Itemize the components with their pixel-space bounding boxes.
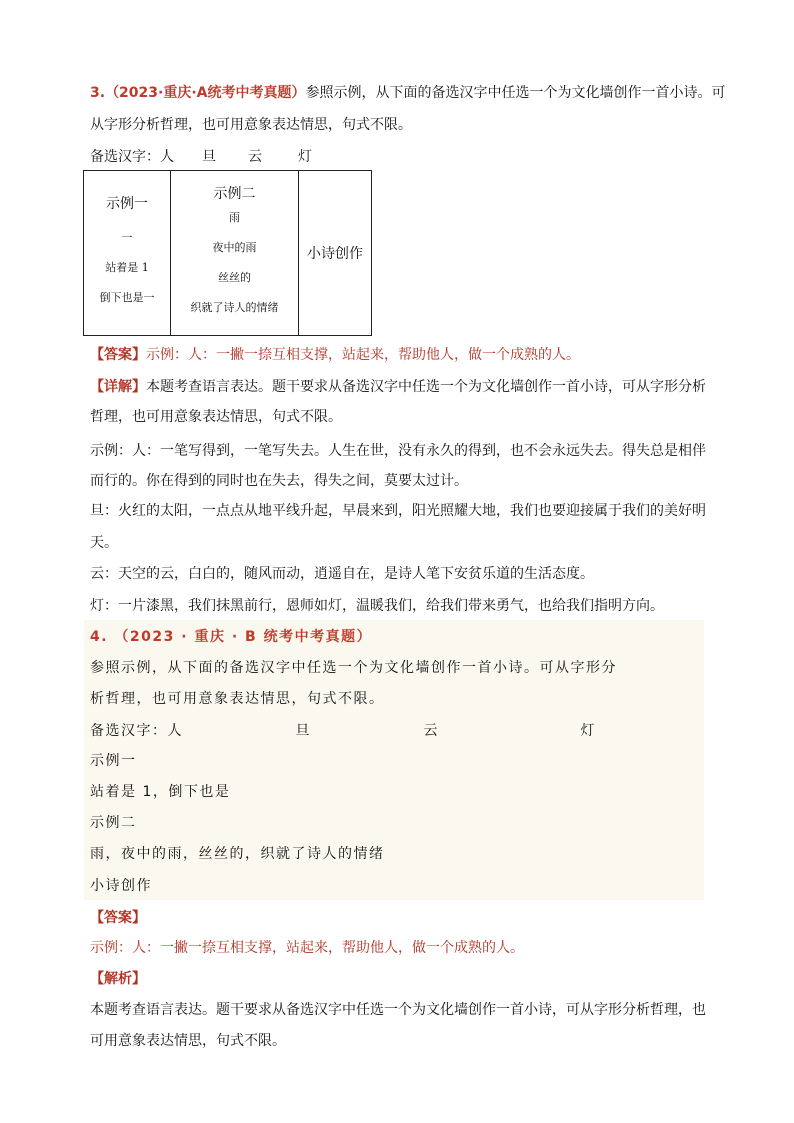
q4-header: 4. （2023 · 重庆 · B 统考中考真题） [90, 629, 373, 645]
q4-candidates [90, 720, 596, 740]
q4-candidate: 云 [423, 723, 439, 739]
example-one-title: 示例一 [106, 196, 148, 212]
q4-answer-text: 示例：人：一撇一捺互相支撑，站起来，帮助他人，做一个成熟的人。 [90, 940, 524, 956]
q3-candidate: 人 [160, 149, 174, 165]
example-two-cell [171, 171, 299, 336]
example-two-line: 丝丝的 [218, 271, 251, 284]
ren-line2: 而行的。你在得到的同时也在失去，得失之间，莫要太过计。 [90, 473, 468, 489]
q3-candidate: 灯 [298, 149, 312, 165]
q4-candidate: 旦 [295, 723, 311, 739]
q4-analysis-line1: 本题考查语言表达。题干要求从备选汉字中任选一个为文化墙创作一首小诗，可从字形分析哲理，也 [90, 1002, 706, 1018]
answer-text: 示例：人：一撇一捺互相支撑，站起来，帮助他人，做一个成熟的人。 [146, 347, 580, 363]
example-one-cell [84, 171, 171, 336]
example-two-line: 织就了诗人的情绪 [190, 301, 279, 314]
q3-detail-line2: 哲理，也可用意象表达情思，句式不限。 [90, 409, 342, 425]
example-two-title: 示例二 [213, 186, 256, 202]
q4-answer-tag: 【答案】 [90, 910, 146, 926]
q4-candidate: 灯 [580, 723, 596, 739]
q3-candidate: 云 [248, 149, 262, 165]
q4-example-one-text: 站着是 1，倒下也是 [90, 784, 231, 800]
example-table [83, 170, 372, 336]
q3-answer [90, 344, 580, 364]
yun-line: 云：天空的云，白白的，随风而动，逍遥自在，是诗人笔下安贫乐道的生活态度。 [90, 566, 594, 582]
q3-candidates [90, 146, 312, 166]
q4-example-two-title: 示例二 [90, 815, 137, 831]
q4-stem-line2: 析哲理，也可用意象表达情思，句式不限。 [90, 691, 385, 707]
q3-candidates-label: 备选汉字： [90, 149, 160, 165]
ren-line1: 示例：人：一笔写得到，一笔写失去。人生在世，没有永久的得到，也不会永远失去。得失总是相伴 [90, 443, 706, 459]
poem-creation-cell: 小诗创作 [299, 171, 372, 336]
example-two-line: 夜中的雨 [212, 241, 257, 254]
example-two-char: 雨 [229, 211, 240, 224]
example-one-char: 一 [121, 231, 133, 244]
q4-candidates-label: 备选汉字： [90, 723, 168, 739]
q4-create-label: 小诗创作 [90, 878, 152, 894]
example-one-line: 倒下也是一 [99, 291, 155, 304]
dan-line1: 旦：火红的太阳，一点点从地平线升起，早晨来到，阳光照耀大地，我们也要迎接属于我们的美好明 [90, 503, 706, 519]
detail-text: 本题考查语言表达。题干要求从备选汉字中任选一个为文化墙创作一首小诗，可从字形分析 [146, 379, 706, 395]
deng-line: 灯：一片漆黑，我们抹黑前行，恩师如灯，温暖我们，给我们带来勇气，也给我们指明方向。 [90, 598, 664, 614]
answer-tag: 【答案】 [90, 347, 146, 363]
q4-analysis-tag: 【解析】 [90, 971, 146, 987]
q3-stem-line1 [90, 82, 726, 102]
q4-stem-line1: 参照示例，从下面的备选汉字中任选一个为文化墙创作一首小诗。可从字形分 [90, 660, 617, 676]
example-one-line: 站着是 1 [105, 261, 149, 274]
q3-detail-line1 [90, 376, 706, 396]
dan-line2: 天。 [90, 535, 118, 551]
q3-source: （2023·重庆·A统考中考真题） [105, 85, 306, 101]
detail-tag: 【详解】 [90, 379, 146, 395]
q3-stem-text1: 参照示例，从下面的备选汉字中任选一个为文化墙创作一首小诗。可 [305, 85, 726, 101]
q3-number: 3. [90, 85, 106, 101]
q4-analysis-line2: 可用意象表达情思，句式不限。 [90, 1033, 286, 1049]
q4-example-two-text: 雨，夜中的雨，丝丝的，织就了诗人的情绪 [90, 846, 385, 862]
q4-candidate: 人 [167, 723, 183, 739]
q3-candidate: 旦 [202, 149, 216, 165]
q3-stem-line2: 从字形分析哲理，也可用意象表达情思，句式不限。 [90, 117, 412, 133]
q4-example-one-title: 示例一 [90, 753, 137, 769]
